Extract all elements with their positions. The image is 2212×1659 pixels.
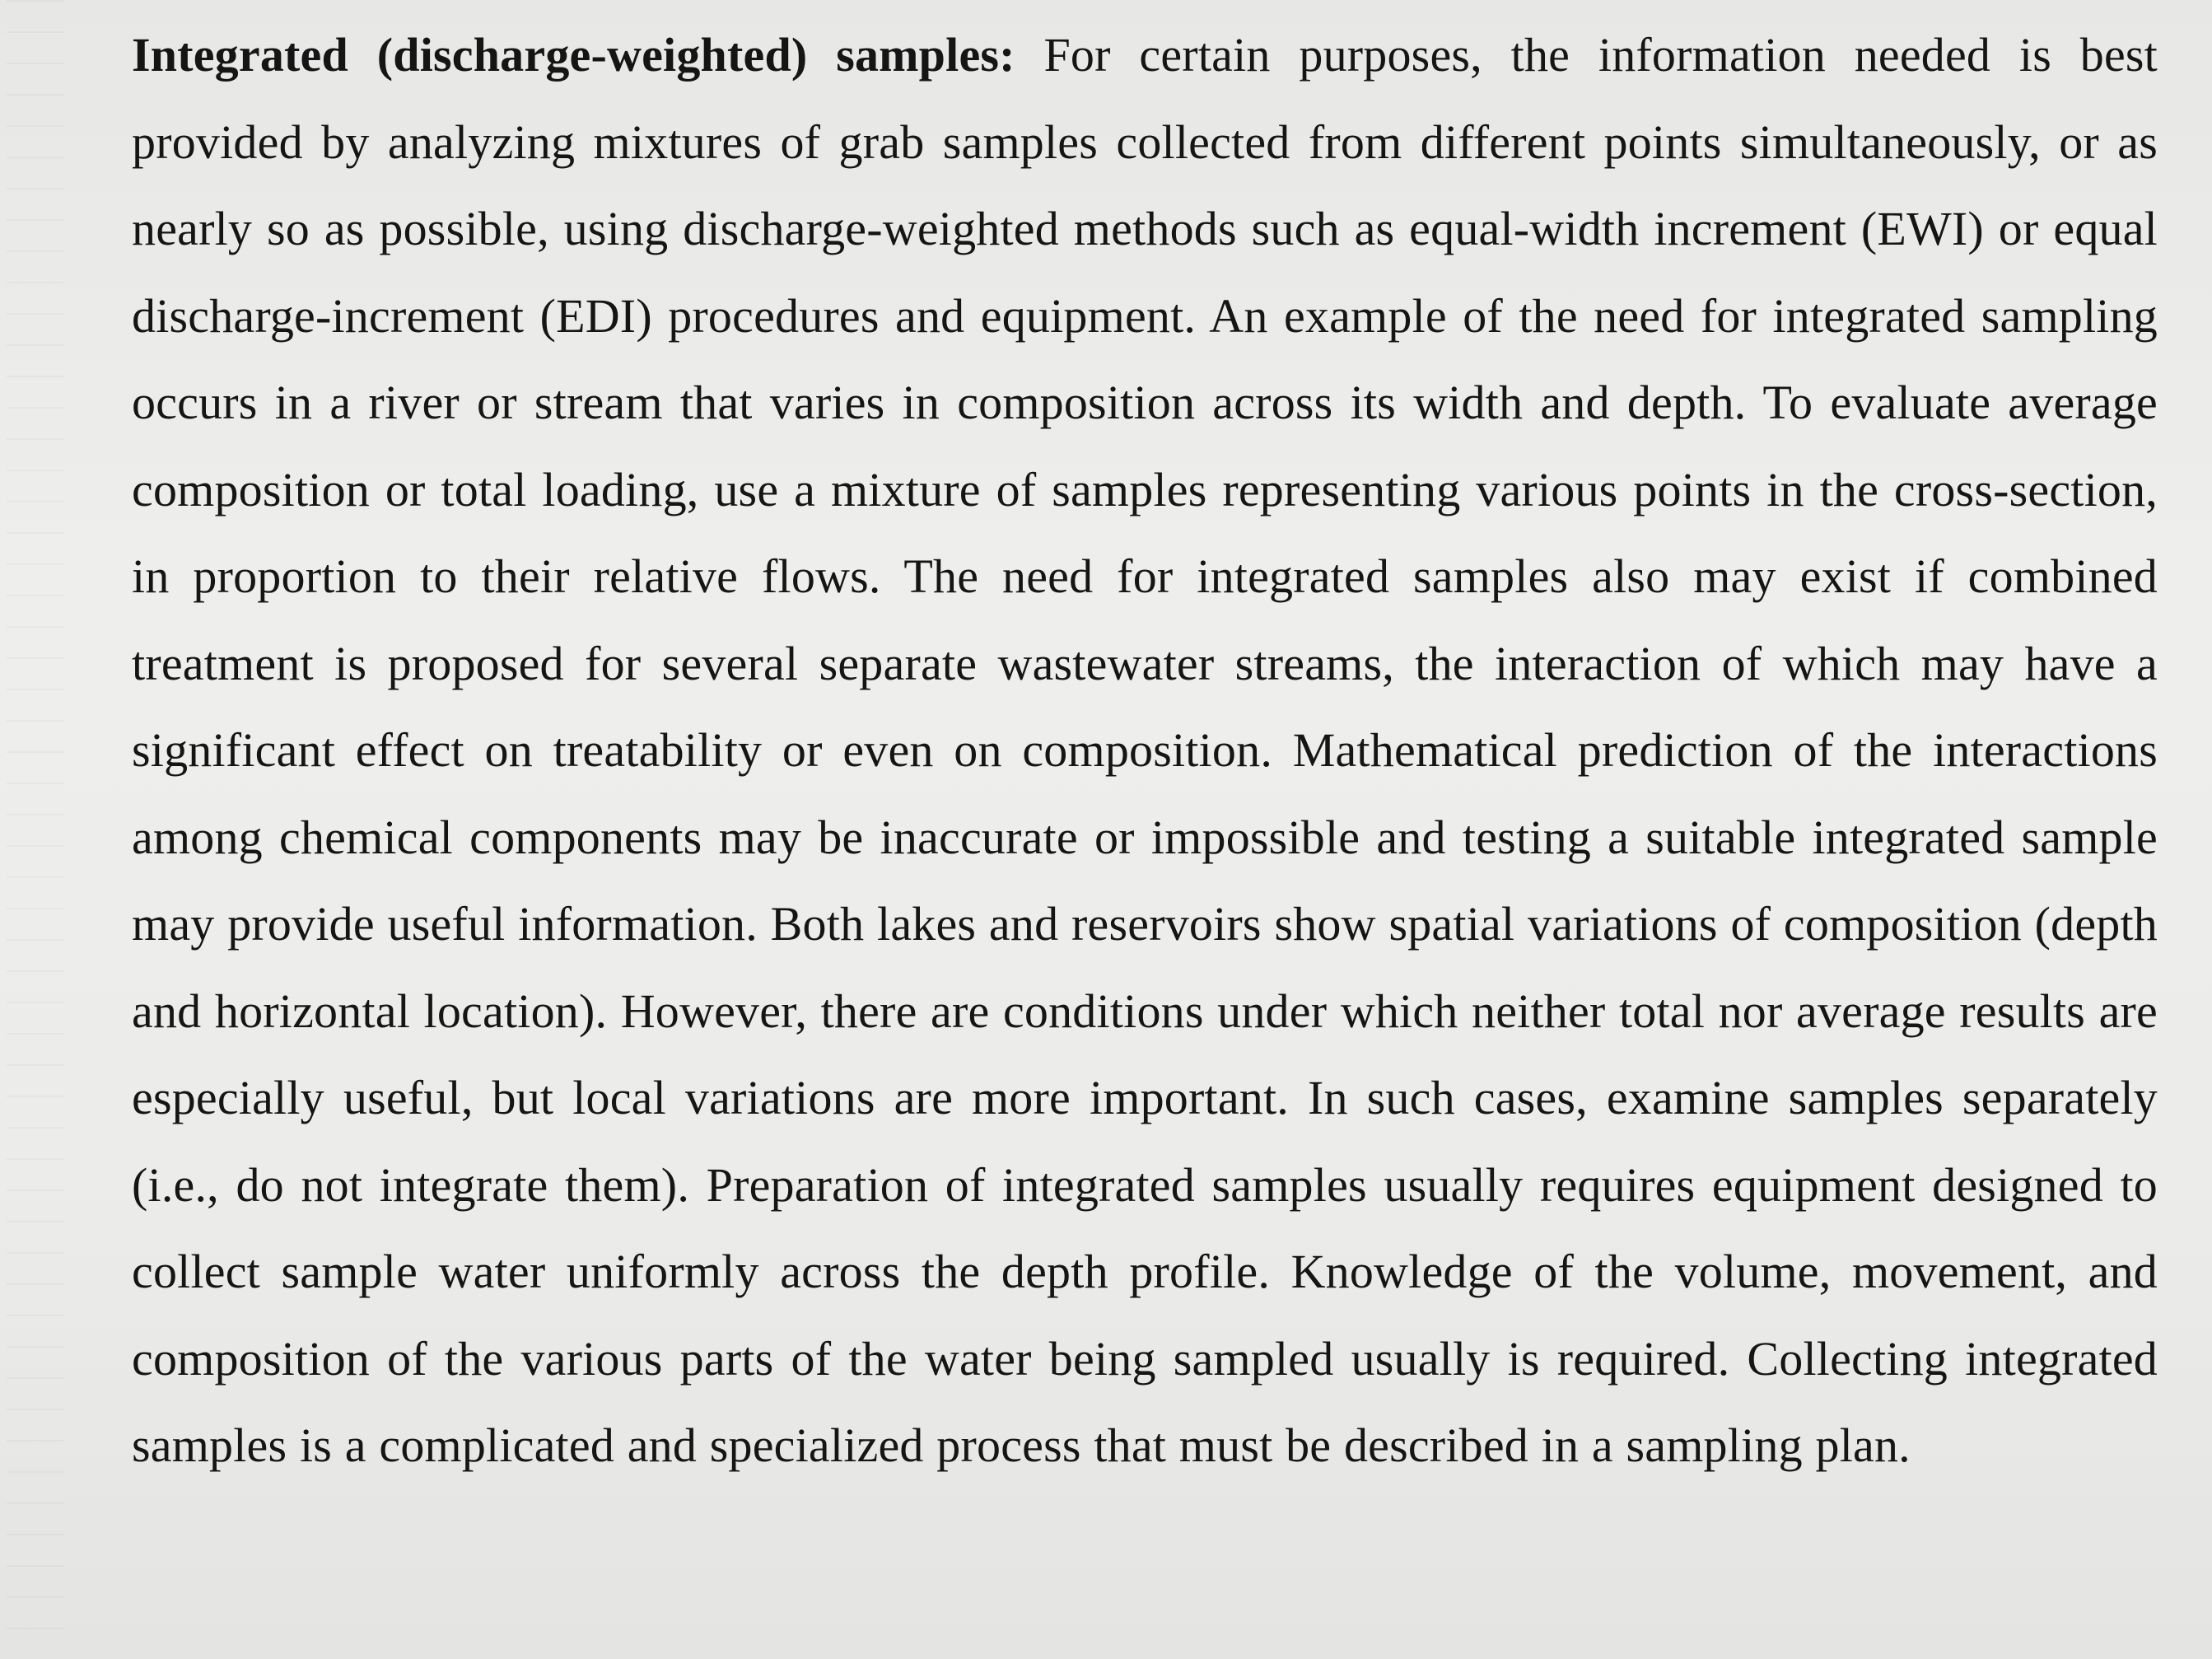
page-margin-marks [7, 0, 64, 1659]
paragraph-lead-heading: Integrated (discharge-weighted) samples: [132, 28, 1015, 82]
paragraph-body-text: For certain purposes, the information needed is best provided by analyzing mixtures of grab samples collected from different points simultaneously, or as nearly so as possible, using discharge-weighted methods such as equal-width increment (EWI) or equal discharge-increment (EDI) procedures and equipment. An example of the need for integrated sampling occurs in a river or stream that varies in composition across its width and depth. To evaluate average composition or total loading, use a mixture of samples representing various points in the cross-section, in proportion to their relative flows. The need for integrated samples also may exist if combined treatment is proposed for several separate wastewater streams, the interaction of which may have a significant effect on treatability or even on composition. Mathematical prediction of the interactions among chemical components may be inaccurate or impossible and testing a suitable integrated sample may provide useful information. Both lakes and reservoirs show spatial variations of composition (depth and horizontal location). However, there are conditions under which neither total nor average results are especially useful, but local variations are more important. In such cases, examine samples separately (i.e., do not integrate them). Preparation of integrated samples usually requires equipment designed to collect sample water uniformly across the depth profile. Knowledge of the volume, movement, and composition of the various parts of the water being sampled usually is required. Collecting integrated samples is a complicated and specialized process that must be described in a sampling plan. [132, 28, 2158, 1472]
integrated-samples-paragraph [132, 12, 2158, 1489]
